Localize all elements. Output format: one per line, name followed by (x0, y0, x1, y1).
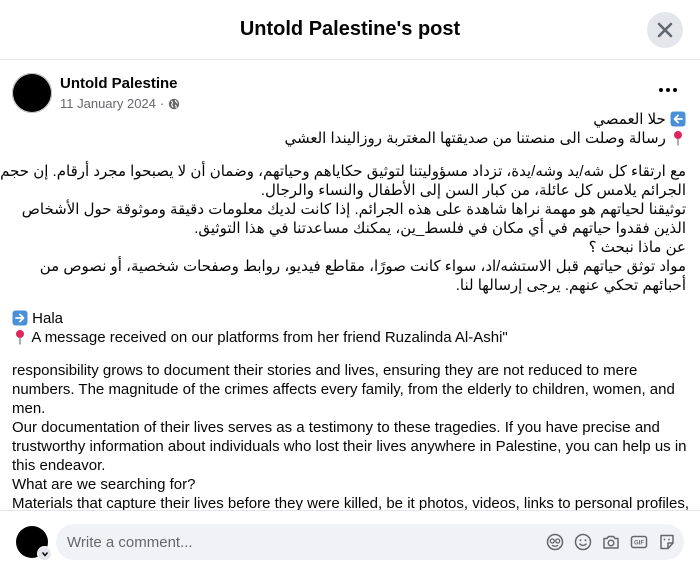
close-button[interactable] (647, 12, 683, 48)
en-paragraph-1 (12, 361, 686, 418)
comment-tools (545, 532, 676, 551)
author-name[interactable]: Untold Palestine (60, 75, 178, 92)
author-avatar[interactable] (12, 73, 52, 113)
round-pushpin-emoji (12, 329, 28, 345)
camera-button[interactable] (601, 532, 620, 551)
ar-intro-line (12, 129, 686, 148)
en-para3-line1: Materials that capture their lives before they were killed, be it photos, videos, links to personal profiles, (12, 495, 690, 510)
gif-button[interactable] (629, 532, 648, 551)
avatar-sticker-button[interactable] (545, 532, 564, 551)
more-options-icon (658, 87, 678, 93)
comment-box[interactable] (56, 524, 684, 560)
close-icon (655, 20, 675, 40)
ar-para1-line1: مع ارتقاء كل شه/يد وشه/يدة، تزداد مسؤوليتنا لتوثيق حكاياهم وحياتهم، وضمان أن لا يصبحوا مجرد أرقام. إن حجم (0, 163, 686, 180)
ar-greeting: حلا العمصي (593, 111, 666, 128)
profile-switch-button[interactable] (37, 546, 52, 561)
right-arrow-emoji (12, 310, 28, 326)
en-para1-line3: men. (12, 400, 46, 417)
ar-paragraph-2 (12, 200, 686, 238)
ar-paragraph-1 (0, 162, 686, 200)
emoji-button[interactable] (573, 532, 592, 551)
gif-icon (630, 533, 648, 551)
post-text (0, 110, 690, 510)
ar-greeting-line (12, 110, 686, 129)
ar-para1-line2: الجرائم يلامس كل عائلة، من كبار السن إلى الأطفال والنساء والرجال. (260, 182, 686, 199)
ar-paragraph-3 (12, 257, 686, 295)
ar-para2-line1: توثيقنا لحياتهم هو مهمة نراها شاهدة على هذه الجرائم. إذا كانت لديك معلومات دقيقة وموثوقة حول الأشخاص (21, 201, 686, 218)
post-dialog-header (0, 0, 700, 60)
sticker-icon (658, 533, 676, 551)
comment-input[interactable] (56, 533, 539, 552)
post-meta (60, 96, 180, 111)
left-arrow-emoji (670, 111, 686, 127)
meta-separator: · (159, 96, 165, 111)
ar-intro: رسالة وصلت الى منصتنا من صديقتها المغتربة روزاليندا العشي (284, 130, 666, 147)
en-para2-line1: Our documentation of their lives serves as a testimony to these tragedies. If you have precise and (12, 419, 660, 436)
en-question: What are we searching for? (12, 476, 196, 493)
post-date[interactable]: 11 January 2024 (60, 96, 156, 111)
en-greeting-line (12, 309, 686, 328)
ar-para2-line2: الذين فقدوا حياتهم في أي مكان في فلسط_ين، يمكنك مساعدتنا في هذا التوثيق. (194, 220, 686, 237)
ar-question: عن ماذا نبحث ؟ (588, 239, 686, 256)
post-content-area[interactable] (0, 60, 700, 510)
en-para1-line1: responsibility grows to document their stories and lives, ensuring they are not reduced to mere (12, 362, 638, 379)
ar-para3-line1: مواد توثق حياتهم قبل الاستشه/اد، سواء كانت صورًا، مقاطع فيديو، روابط وصفحات شخصية، أو نصوص من (39, 258, 686, 275)
emoji-icon (574, 533, 592, 551)
en-paragraph-3 (12, 494, 690, 510)
sticker-button[interactable] (657, 532, 676, 551)
en-intro-line (12, 328, 686, 347)
en-greeting: Hala (32, 310, 64, 327)
en-paragraph-2 (12, 418, 686, 475)
en-intro: A message received on our platforms from her friend Ruzalinda Al-Ashi" (31, 329, 508, 346)
en-para2-line2: trustworthy information about individuals who lost their lives anywhere in Palestine, you can help us in (12, 438, 687, 455)
dialog-title: Untold Palestine's post (239, 18, 461, 40)
en-para1-line2: numbers. The magnitude of the crimes affects every family, from the elderly to children, women, and (12, 381, 675, 398)
ar-para3-line2: أحبائهم تحكي عنهم. يرجى إرسالها لنا. (455, 277, 686, 294)
avatar-sticker-icon (546, 533, 564, 551)
camera-icon (602, 533, 620, 551)
en-para2-line3: this endeavor. (12, 457, 106, 474)
globe-icon (168, 98, 180, 110)
svg-text:GIF: GIF (633, 540, 644, 547)
round-pushpin-emoji (670, 130, 686, 146)
comment-composer (0, 510, 700, 577)
more-options-button[interactable] (652, 78, 684, 102)
chevron-down-icon (41, 550, 49, 558)
